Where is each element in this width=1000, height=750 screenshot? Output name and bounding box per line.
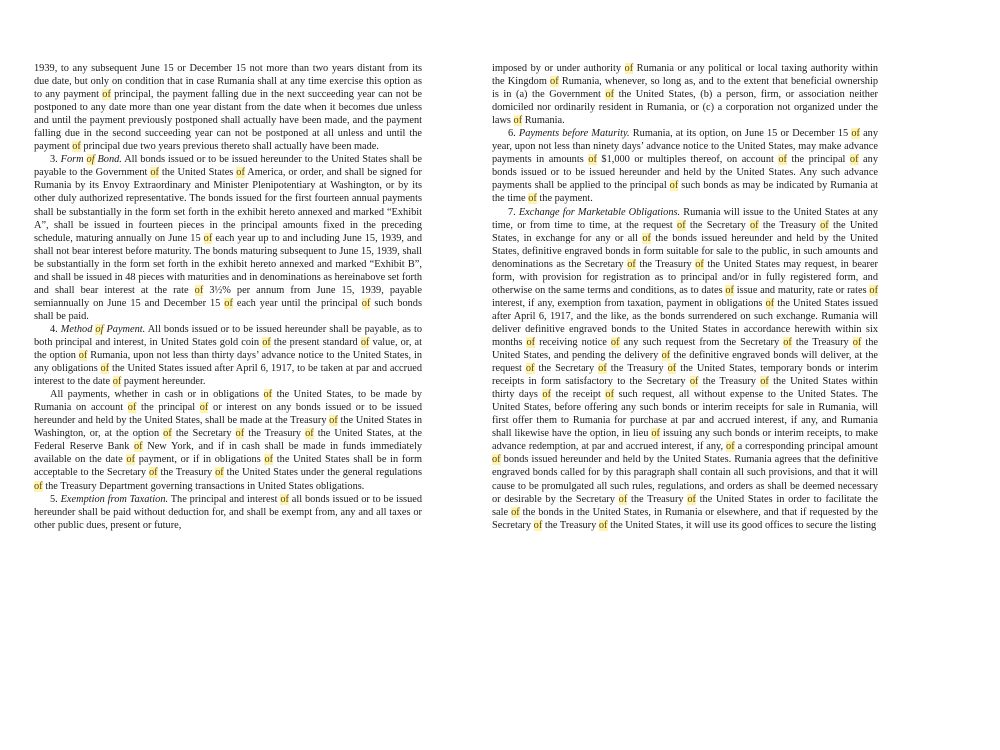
right-text-column bbox=[492, 62, 878, 532]
paragraph: 6. Payments before Maturity. Rumania, at its option, on June 15 or December 15 of any year, upon not less than ninety days’ advance notice to the United States, may make advance payments in amounts of $1,000 or multiples thereof, on account of the principal of any bonds issued or to be issued hereunder and held by the United States. Any such advance payments shall be applied to the principal of such bonds as may be indicated by Rumania at the time of the payment. bbox=[492, 128, 879, 205]
paragraph: imposed by or under authority of Rumania or any political or local taxing authority within the Kingdom of Rumania, whenever, so long as, and to the extent that beneficial ownership is in (a) the Government of the United States, (b) a person, firm, or association neither domiciled nor ordinarily resident in Rumania, or (c) a corporation not organized under the laws of Rumania. bbox=[492, 63, 879, 127]
paragraph: All payments, whether in cash or in obligations of the United States, to be made by Rumania on account of the principal of or interest on any bonds issued or to be issued hereunder and held by the United States, shall be made at the Treasury of the United States in Washington, or, at the option of the Secretary of the Treasury of the United States, at the Federal Reserve Bank of New York, and if in cash shall be made in funds immediately available on the date of payment, or if in obligations of the United States shall be in form acceptable to the Secretary of the Treasury of the United States under the general regulations of the Treasury Department governing transactions in United States obligations. bbox=[34, 389, 423, 492]
paragraph: 1939, to any subsequent June 15 or December 15 not more than two years distant from its due date, but only on condition that in case Rumania shall at any time exercise this option as to any payment of principal, the payment falling due in the next succeeding year can not be postponed to any date more than one year distant from the date when it becomes due unless and until the payment previously postponed shall actually have been made, and the payment falling due in the second succeeding year can not be postponed at all unless and until the payment of principal due two years previous thereto shall actually have been made. bbox=[34, 63, 423, 153]
paragraph: 7. Exchange for Marketable Obligations. Rumania will issue to the United States at any time, or from time to time, at the request of the Secretary of the Treasury of the United States, in exchange for any or all of the bonds issued hereunder and held by the United States, definitive engraved bonds in form suitable for sale to the public, in such amounts and denominations as the Secretary of the Treasury of the United States may request, in bearer form, with provision for registration as to principal and/or in fully registered form, and otherwise on the same terms and conditions, as to dates of issue and maturity, rate or rates of interest, if any, exemption from taxation, payment in obligations of the United States issued after April 6, 1917, and the like, as the bonds surrendered on such exchange. Rumania will deliver definitive engraved bonds to the United States in accordance herewith within six months of receiving notice of any such request from the Secretary of the Treasury of the United States, and pending the delivery of the definitive engraved bonds will deliver, at the request of the Secretary of the Treasury of the United States, temporary bonds or interim receipts in form satisfactory to the Secretary of the Treasury of the United States within thirty days of the receipt of such request, all without expense to the United States. The United States, before offering any such bonds or interim receipts for sale in Rumania, will first offer them to Rumania for purchase at par and accrued interest, if any, and Rumania shall likewise have the option, in lieu of issuing any such bonds or interim receipts, to make advance redemption, at par and accrued interest, if any, of a corresponding principal amount of bonds issued hereunder and held by the United States. Rumania agrees that the definitive engraved bonds called for by this paragraph shall contain all such provisions, and that it will cause to be promulgated all such rules, regulations, and orders as shall be deemed necessary or desirable by the Secretary of the Treasury of the United States in order to facilitate the sale of the bonds in the United States, in Rumania or elsewhere, and that if requested by the Secretary of the Treasury of the United States, it will use its good offices to secure the listing bbox=[492, 206, 879, 531]
paragraph: 4. Method of Payment. All bonds issued or to be issued hereunder shall be payable, as to both principal and interest, in United States gold coin of the present standard of value, or, at the option of Rumania, upon not less than thirty days’ advance notice to the United States, in any obligations of the United States issued after April 6, 1917, to be taken at par and accrued interest to the date of payment hereunder. bbox=[34, 323, 423, 388]
left-text-column bbox=[34, 62, 422, 532]
paragraph: 5. Exemption from Taxation. The principal and interest of all bonds issued or to be issued hereunder shall be paid without deduction for, and shall be exempt from, any and all taxes or other public dues, present or future, bbox=[34, 493, 423, 531]
paragraph: 3. Form of Bond. All bonds issued or to be issued hereunder to the United States shall be payable to the Government of the United States of America, or order, and shall be signed for Rumania by its Envoy Extraordinary and Minister Plenipotentiary at Washington, or by its other duly authorized representative. The bonds issued for the first fourteen annual payments shall be substantially in the form set forth in the exhibit hereto annexed and marked “Exhibit A”, shall be issued in fourteen pieces in the principal amounts fixed in the preceding schedule, maturing annually on June 15 of each year up to and including June 15, 1939, and shall not bear interest before maturity. The bonds maturing subsequent to June 15, 1939, shall be substantially in the form set forth in the exhibit hereto annexed and marked “Exhibit B”, and shall be issued in 48 pieces with maturities and in denominations as hereinabove set forth and shall bear interest at the rate of 3½% per annum from June 15, 1939, payable semiannually on June 15 and December 15 of each year until the principal of such bonds shall be paid. bbox=[34, 154, 422, 322]
